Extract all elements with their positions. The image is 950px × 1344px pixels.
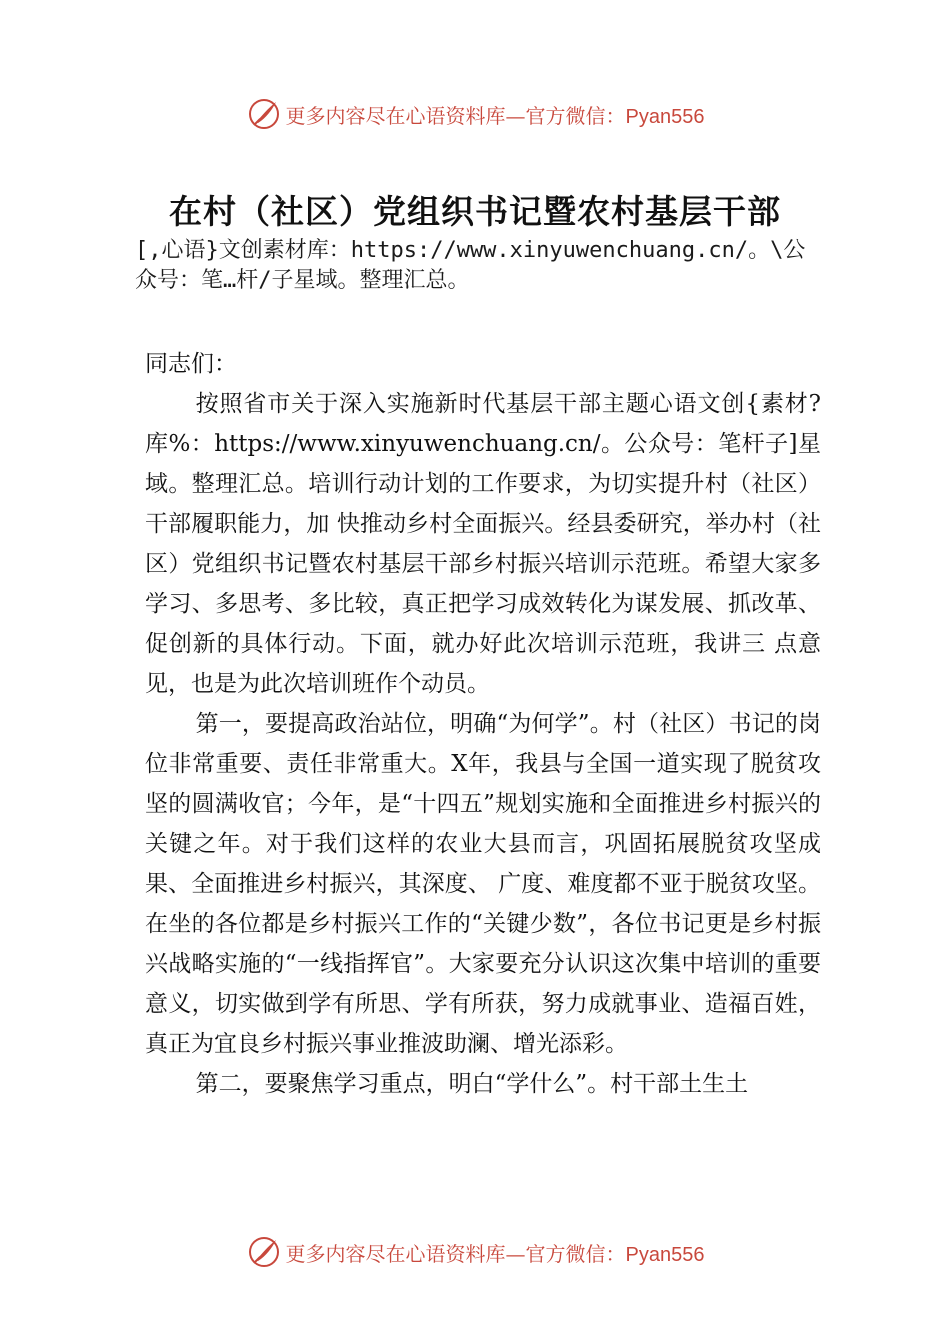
footer-banner-text — [286, 1238, 705, 1267]
paragraph-1: 按照省市关于深入实施新时代基层干部主题心语文创{素材?库%：https://www.xinyuwenchuang.cn/。公众号：笔杆子]星域。整理汇总。培训行动计划的工作要求，为切实提升村（社区）干部履职能力，加 快推动乡村全面振兴。经县委研究，举办村（社区）党组织书记暨农村基层干部乡村振兴培训示范班。希望大家多学习、多思考、多比较，真正把学习成效转化为谋发展、抓改革、促创新的具体行动。下面，就办好此次培训示范班，我讲三 点意见，也是为此次培训班作个动员。 — [145, 391, 821, 697]
footer-separator: — — [505, 1241, 526, 1266]
header-banner-text — [286, 100, 705, 129]
document-title: 在村（社区）党组织书记暨农村基层干部 — [169, 192, 781, 231]
quill-seal-icon — [246, 1234, 282, 1270]
header-banner — [0, 92, 950, 136]
paragraph-3: 第二，要聚焦学习重点，明白“学什么”。村干部土生土 — [195, 1071, 749, 1097]
footer-wechat-id: Pyan556 — [625, 1243, 705, 1266]
header-brand-text: 更多内容尽在心语资料库 — [285, 103, 506, 128]
paragraph-2: 第一，要提高政治站位，明确“为何学”。村（社区）书记的岗位非常重要、责任非常重大。X年，我县与全国一道实现了脱贫攻坚的圆满收官；今年，是“十四五”规划实施和全面推进乡村振兴的关键之年。对于我们这样的农业大县而言，巩固拓展脱贫攻坚成果、全面推进乡村振兴，其深度、 广度、难度都不亚于脱贫攻坚。在坐的各位都是乡村振兴工作的“关键少数”，各位书记更是乡村振兴战略实施的“一线指挥官”。大家要充分认识这次集中培训的重要意义，切实做到学有所思、学有所获，努力成就事业、造福百姓，真正为宜良乡村振兴事业推波助澜、增光添彩。 — [145, 711, 821, 1057]
greeting: 同志们： — [145, 351, 237, 377]
header-separator: — — [505, 103, 526, 128]
source-line: [,心语}文创素材库：https://www.xinyuwenchuang.cn/。\公众号：笔…杆/子星域。整理汇总。 — [135, 238, 806, 293]
footer-wechat-label: 官方微信： — [525, 1241, 626, 1266]
header-wechat-label: 官方微信： — [525, 103, 626, 128]
footer-banner — [0, 1230, 950, 1274]
footer-brand-text: 更多内容尽在心语资料库 — [285, 1241, 506, 1266]
header-wechat-id: Pyan556 — [625, 105, 705, 128]
quill-seal-icon — [246, 96, 282, 132]
document-body — [145, 344, 821, 1104]
